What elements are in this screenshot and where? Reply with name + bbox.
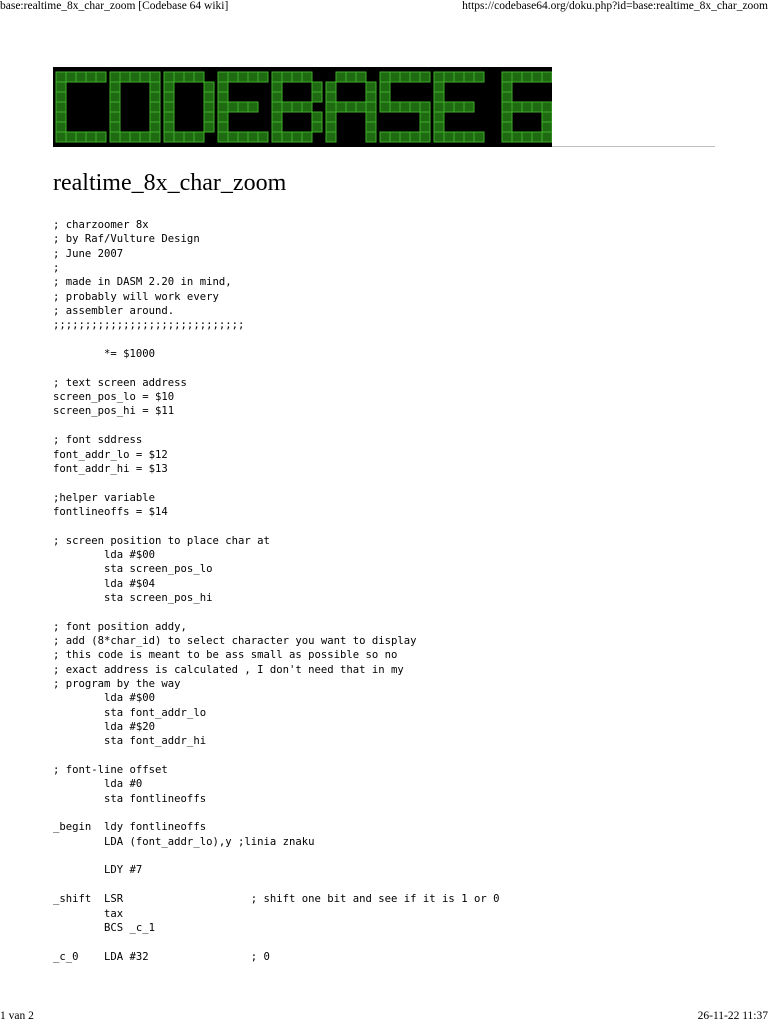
code-line: ; made in DASM 2.20 in mind,: [53, 276, 232, 289]
header-divider: [552, 146, 715, 147]
print-footer: [0, 1009, 768, 1023]
code-line: ;: [53, 262, 60, 275]
code-line: lda #0: [53, 778, 143, 791]
code-line: font_addr_lo = $12: [53, 448, 168, 461]
code-line: ; add (8*char_id) to select character you want to display: [53, 634, 417, 647]
code-line: ; screen position to place char at: [53, 534, 270, 547]
code-line: _c_0 LDA #32 ; 0: [53, 950, 270, 963]
print-header: [0, 0, 768, 14]
code-line: BCS _c_1: [53, 921, 156, 934]
logo-wordmark: [56, 72, 552, 142]
print-timestamp: 26-11-22 11:37: [697, 1010, 768, 1022]
code-line: lda #$20: [53, 721, 156, 734]
code-line: sta font_addr_hi: [53, 735, 207, 748]
code-line: ; probably will work every: [53, 290, 219, 303]
code-line: ; program by the way: [53, 678, 181, 690]
code-line: sta fontlineoffs: [53, 792, 207, 805]
code-line: *= $1000: [53, 348, 156, 361]
code-line: screen_pos_lo = $10: [53, 391, 175, 404]
code-line: ;helper variable: [53, 491, 156, 504]
code-line: ; font-line offset: [53, 764, 168, 777]
code-line: ;;;;;;;;;;;;;;;;;;;;;;;;;;;;;;: [53, 319, 245, 332]
code-line: sta screen_pos_hi: [53, 591, 213, 604]
code-line: screen_pos_hi = $11: [53, 405, 175, 418]
code-line: _shift LSR ; shift one bit and see if it is 1 or 0: [53, 893, 500, 906]
print-header-title: base:realtime_8x_char_zoom [Codebase 64 wiki]: [0, 0, 229, 12]
code-line: ; font position addy,: [53, 620, 187, 633]
print-header-url: https://codebase64.org/doku.php?id=base:realtime_8x_char_zoom: [462, 0, 768, 12]
code-line: fontlineoffs = $14: [53, 505, 168, 518]
code-block: [53, 218, 499, 964]
code-line: ; June 2007: [53, 247, 124, 260]
code-line: sta screen_pos_lo: [53, 563, 213, 576]
code-line: ; this code is meant to be ass small as possible so no: [53, 649, 398, 662]
code-line: LDY #7: [53, 864, 143, 877]
page-number: 1 van 2: [0, 1010, 34, 1022]
code-line: ; assembler around.: [53, 305, 175, 318]
code-line: lda #$04: [53, 577, 156, 590]
site-logo[interactable]: [53, 67, 552, 147]
code-line: ; charzoomer 8x: [53, 219, 149, 231]
code-line: _begin ldy fontlineoffs: [53, 821, 207, 834]
code-line: lda #$00: [53, 692, 156, 705]
site-logo-graphic: [53, 67, 552, 147]
code-line: ; exact address is calculated , I don't need that in my: [53, 663, 404, 676]
code-line: lda #$00: [53, 548, 156, 561]
code-line: sta font_addr_lo: [53, 706, 207, 719]
page-title: realtime_8x_char_zoom: [53, 170, 287, 196]
code-line: font_addr_hi = $13: [53, 462, 168, 475]
code-line: LDA (font_addr_lo),y ;linia znaku: [53, 835, 315, 848]
code-line: ; font sddress: [53, 434, 143, 447]
code-line: ; text screen address: [53, 376, 187, 389]
code-line: ; by Raf/Vulture Design: [53, 233, 200, 246]
code-line: tax: [53, 907, 124, 920]
